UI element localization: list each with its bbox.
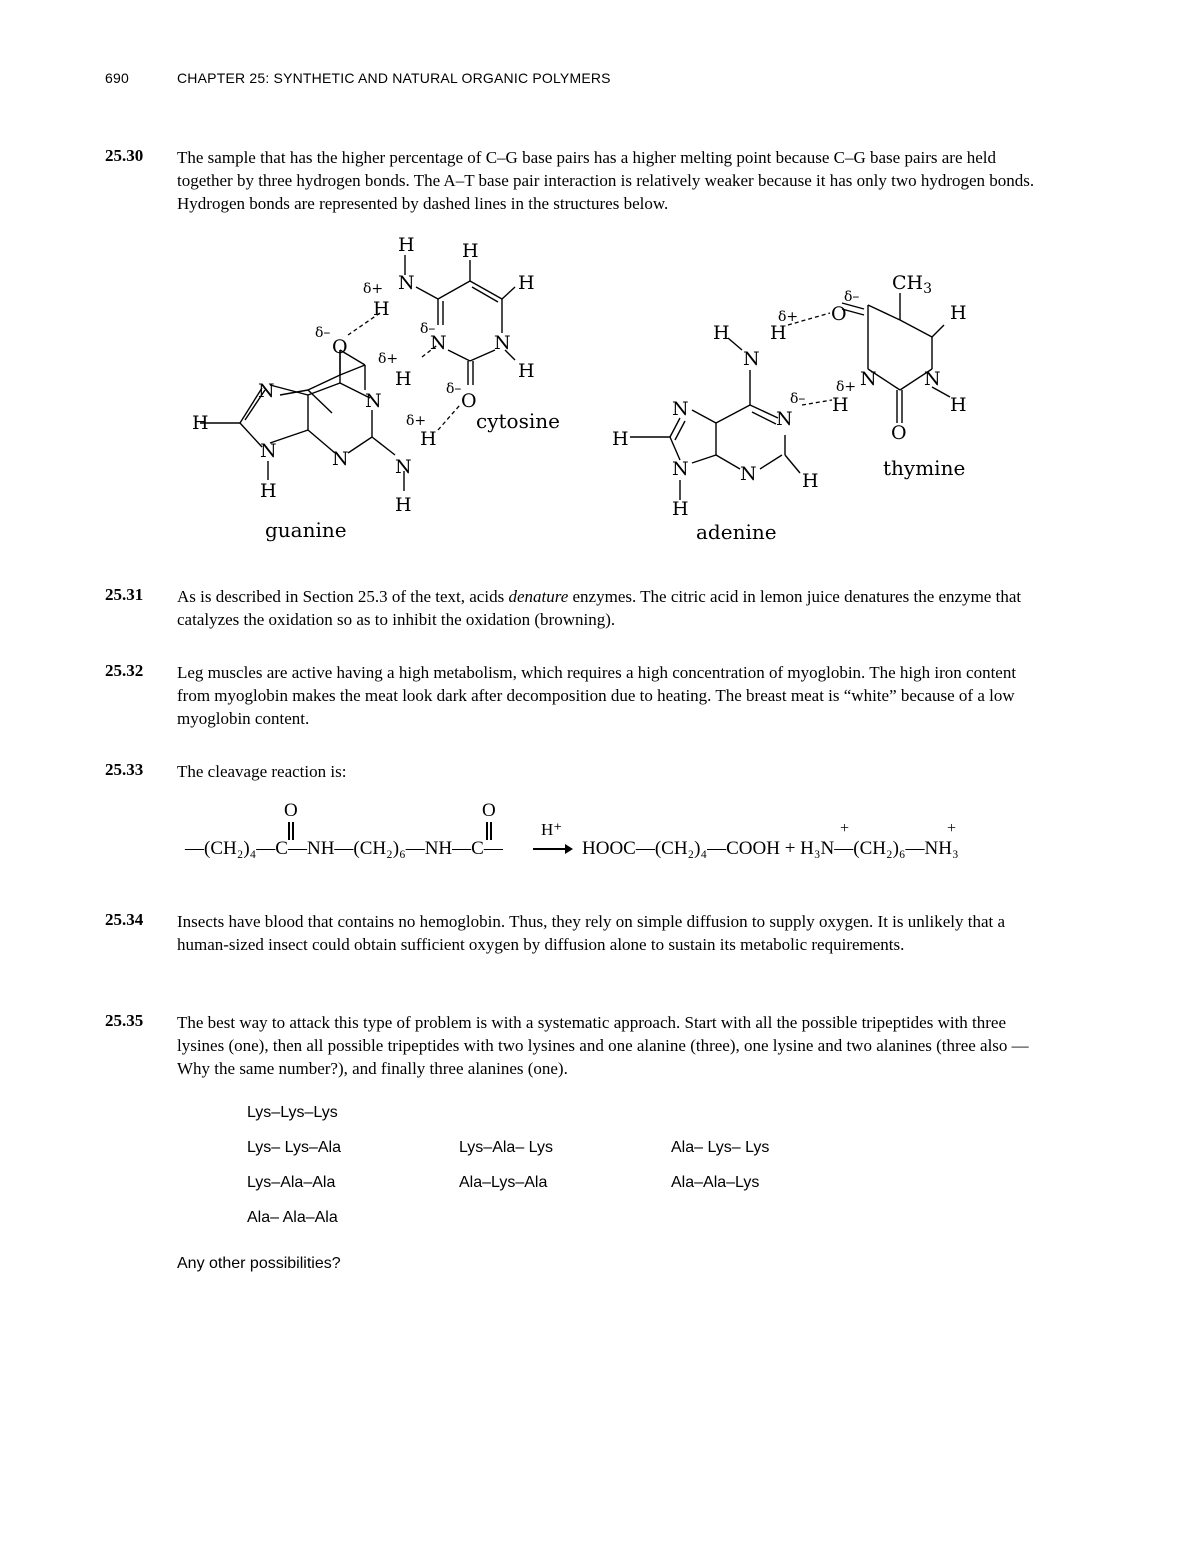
problem-25-30 bbox=[105, 146, 1045, 215]
cleavage-reaction bbox=[185, 800, 1005, 870]
problem-number: 25.30 bbox=[105, 146, 144, 165]
guanine-N2: N bbox=[395, 456, 412, 478]
thymine-label: thymine bbox=[883, 456, 966, 480]
problem-number: 25.34 bbox=[105, 910, 144, 929]
adenine-N1: N bbox=[776, 408, 793, 430]
partial-charge: δ+ bbox=[836, 379, 857, 395]
adenine-N6: N bbox=[743, 348, 760, 370]
guanine-H8: H bbox=[192, 412, 209, 434]
emphasis: denature bbox=[508, 587, 569, 606]
thymine-N3: N bbox=[860, 368, 877, 390]
tripeptide: Lys–Lys–Lys bbox=[247, 1104, 338, 1121]
problem-text: Leg muscles are active having a high metabolism, which requires a high concentration of myoglobin. The high iron content from myoglobin makes the meat look dark after decomposition due to heating. The breast meat is “white” because of a low myoglobin content. bbox=[177, 663, 1017, 728]
reactant-polyamide: —(CH₂)₄—C—NH—(CH₂)₆—NH—C— bbox=[185, 838, 503, 859]
guanine-H2b: H bbox=[395, 494, 412, 516]
cytosine-H4b: H bbox=[398, 234, 415, 256]
thymine-H3: H bbox=[832, 394, 849, 416]
tripeptide: Ala–Lys–Ala bbox=[459, 1174, 548, 1191]
thymine-H6: H bbox=[950, 302, 967, 324]
cytosine-H6: H bbox=[518, 272, 535, 294]
thymine-O4: O bbox=[831, 303, 847, 325]
carbonyl-O-1: O bbox=[284, 800, 298, 821]
adenine-N3: N bbox=[740, 463, 757, 485]
guanine-N7: N bbox=[258, 380, 275, 402]
problem-text: The best way to attack this type of problem is with a systematic approach. Start with all the possible tripeptides with three lysines (one), then all possible tripeptides with two lysines and one alanine (three), one lysine and two alanines (three also ––Why the same number?), and finally three alanines (one). bbox=[177, 1013, 1029, 1078]
carbonyl-O-2: O bbox=[482, 800, 496, 821]
base-pair-structures bbox=[180, 225, 1000, 555]
cytosine-N1: N bbox=[494, 332, 511, 354]
problem-text: The sample that has the higher percentage of C–G base pairs has a higher melting point because C–G base pairs are held together by three hydrogen bonds. The A–T base pair interaction is relatively weaker because it has only two hydrogen bonds. Hydrogen bonds are represented by dashed lines in the structures below. bbox=[177, 148, 1035, 213]
adenine-H2: H bbox=[802, 470, 819, 492]
thymine-N1: N bbox=[924, 368, 941, 390]
chapter-title: CHAPTER 25: SYNTHETIC AND NATURAL ORGANIC POLYMERS bbox=[177, 70, 611, 86]
problem-text: As is described in Section 25.3 of the text, acids denature enzymes. The citric acid in lemon juice denatures the enzyme that catalyzes the oxidation so as to inhibit the oxidation (browning). bbox=[177, 587, 1022, 629]
closing-question: Any other possibilities? bbox=[177, 1255, 341, 1272]
catalyst: H⁺ bbox=[541, 820, 563, 839]
page-header bbox=[105, 70, 611, 86]
problem-25-35 bbox=[105, 1011, 1045, 1080]
cytosine-N4: N bbox=[398, 272, 415, 294]
cytosine-H5: H bbox=[462, 240, 479, 262]
cytosine-H1: H bbox=[518, 360, 535, 382]
guanine-label: guanine bbox=[265, 518, 347, 542]
guanine-H1: H bbox=[395, 368, 412, 390]
guanine-N1: N bbox=[365, 390, 382, 412]
partial-charge: δ+ bbox=[778, 309, 799, 325]
adenine-label: adenine bbox=[696, 520, 777, 544]
guanine-O6: O bbox=[332, 336, 348, 358]
adenine-H9: H bbox=[672, 498, 689, 520]
partial-charge: δ+ bbox=[406, 413, 427, 429]
problem-text: The cleavage reaction is: bbox=[177, 762, 347, 781]
guanine-H9: H bbox=[260, 480, 277, 502]
problem-number: 25.32 bbox=[105, 661, 144, 680]
thymine-O2: O bbox=[891, 422, 907, 444]
partial-charge: δ– bbox=[315, 325, 331, 341]
partial-charge: δ– bbox=[446, 381, 462, 397]
page-number: 690 bbox=[105, 70, 129, 86]
cytosine-label: cytosine bbox=[476, 409, 560, 433]
tripeptide: Ala–Ala–Lys bbox=[671, 1174, 760, 1191]
problem-number: 25.35 bbox=[105, 1011, 144, 1030]
problem-number: 25.31 bbox=[105, 585, 144, 604]
adenine-H8: H bbox=[612, 428, 629, 450]
tripeptide: Lys–Ala–Ala bbox=[247, 1174, 336, 1191]
partial-charge: δ+ bbox=[363, 281, 384, 297]
thymine-H1: H bbox=[950, 394, 967, 416]
problem-25-32 bbox=[105, 661, 1045, 730]
cytosine-H4a: H bbox=[373, 298, 390, 320]
guanine-N3: N bbox=[332, 448, 349, 470]
problem-25-34 bbox=[105, 910, 1045, 956]
tripeptide: Lys–Ala– Lys bbox=[459, 1139, 553, 1156]
cytosine-O2: O bbox=[461, 390, 477, 412]
thymine-methyl: $CH_3$ bbox=[892, 272, 933, 297]
problem-25-33 bbox=[105, 760, 1045, 783]
problem-number: 25.33 bbox=[105, 760, 144, 779]
problem-text: Insects have blood that contains no hemoglobin. Thus, they rely on simple diffusion to supply oxygen. It is unlikely that a human-sized insect could obtain sufficient oxygen by diffusion alone to sustain its metabolic requirements. bbox=[177, 912, 1006, 954]
problem-25-31 bbox=[105, 585, 1045, 631]
tripeptide: Lys– Lys–Ala bbox=[247, 1139, 341, 1156]
partial-charge: δ– bbox=[844, 289, 860, 305]
tripeptide: Ala– Lys– Lys bbox=[671, 1139, 770, 1156]
adenine-H6a: H bbox=[713, 322, 730, 344]
adenine-H6b: H bbox=[770, 322, 787, 344]
ammonium-charge-1: + bbox=[840, 820, 850, 837]
adenine-N9: N bbox=[672, 458, 689, 480]
cytosine-N3: N bbox=[430, 332, 447, 354]
adenine-N7: N bbox=[672, 398, 689, 420]
partial-charge: δ– bbox=[420, 321, 436, 337]
products: HOOC—(CH₂)₄—COOH + H₃N—(CH₂)₆—NH₃ bbox=[582, 838, 959, 859]
partial-charge: δ– bbox=[790, 391, 806, 407]
tripeptide: Ala– Ala–Ala bbox=[247, 1209, 338, 1226]
ammonium-charge-2: + bbox=[947, 820, 957, 837]
guanine-N9: N bbox=[260, 440, 277, 462]
guanine-H2a: H bbox=[420, 428, 437, 450]
partial-charge: δ+ bbox=[378, 351, 399, 367]
